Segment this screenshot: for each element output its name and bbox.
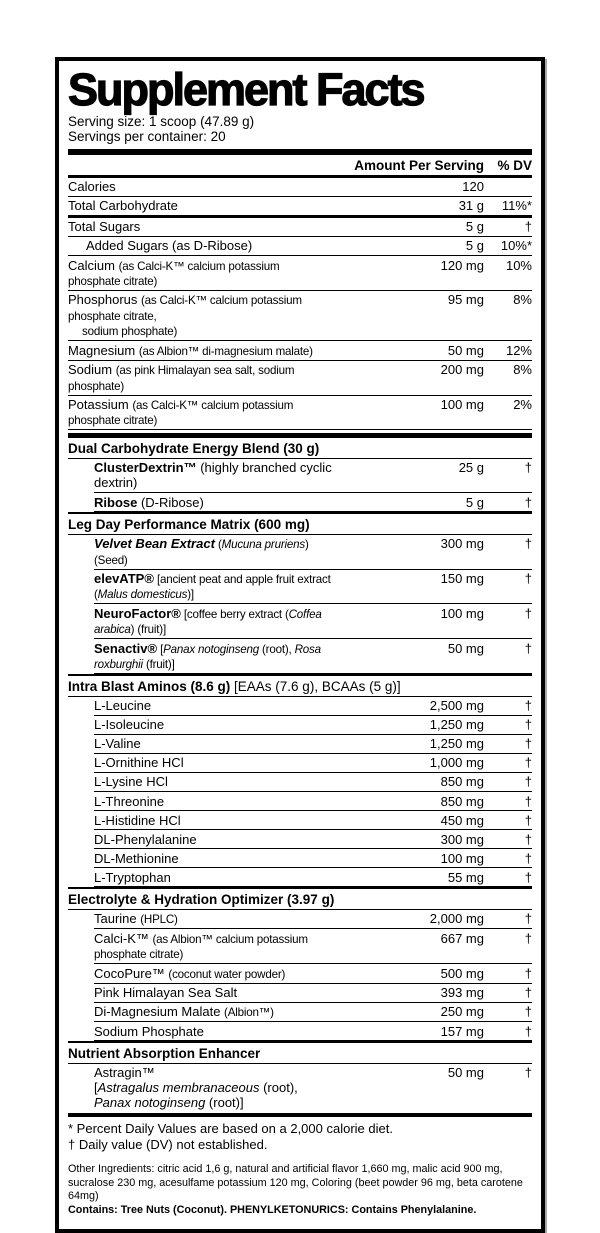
ingredient-name <box>94 832 334 847</box>
dv-value: † <box>524 717 532 733</box>
ingredient-name-part: Senactiv® <box>94 640 158 656</box>
ingredient-name <box>68 258 334 289</box>
dv-value: † <box>524 698 532 714</box>
table-row <box>94 639 532 674</box>
ingredient-name-part: Nutrient Absorption Enhancer <box>68 1045 261 1061</box>
ingredient-name <box>94 736 334 751</box>
dv-value: † <box>524 965 532 981</box>
amount-value: 50 mg <box>447 640 484 656</box>
ingredient-name-part: (as Calci-K™ calcium potassium phosphate citrate, <box>68 294 302 323</box>
table-row <box>94 1064 532 1112</box>
amount-value: 50 mg <box>447 1065 484 1081</box>
ingredient-name-part: [ancient peat and apple fruit extract ( <box>94 573 331 602</box>
ingredient-name <box>94 536 334 567</box>
ingredient-name-part: sodium phosphate) <box>82 325 178 339</box>
ingredient-name <box>94 985 334 1000</box>
amount-value: 100 mg <box>440 397 484 412</box>
amount-value: 850 mg <box>440 793 484 809</box>
ingredient-name-part: [coffee berry extract ( <box>180 607 289 621</box>
table-row <box>68 237 532 256</box>
amount-value: 5 g <box>465 238 484 254</box>
ingredient-name-part: Sodium Phosphate <box>94 1023 204 1039</box>
ingredient-section <box>68 1041 532 1112</box>
dv-value: † <box>524 219 532 235</box>
dv-value: 2% <box>513 397 532 412</box>
table-row <box>94 849 532 868</box>
ingredient-name-part: DL-Methionine <box>94 850 179 866</box>
dv-value: † <box>524 985 532 1001</box>
dv-value: † <box>524 571 532 587</box>
table-row <box>94 535 532 570</box>
ingredient-name-part: Total Carbohydrate <box>68 198 178 214</box>
ingredient-name <box>68 179 334 194</box>
ingredient-name <box>94 717 334 732</box>
table-row <box>94 868 532 887</box>
ingredient-name <box>94 966 334 981</box>
table-row <box>68 396 532 431</box>
amount-value: 150 mg <box>440 571 484 587</box>
dv-value: † <box>524 536 532 552</box>
ingredient-name <box>68 219 334 234</box>
amount-value: 300 mg <box>440 831 484 847</box>
page-title: Supplement Facts <box>68 64 424 115</box>
ingredient-name <box>94 931 334 962</box>
dv-value: † <box>524 831 532 847</box>
table-row <box>94 792 532 811</box>
dv-value: † <box>524 774 532 790</box>
ingredient-name-part: Coffea arabica <box>94 607 322 637</box>
footnotes <box>68 1117 532 1154</box>
ingredient-name-part: L-Threonine <box>94 793 165 809</box>
table-row <box>94 773 532 792</box>
amount-value: 2,500 mg <box>429 698 484 714</box>
amount-value: 50 mg <box>447 342 484 358</box>
amount-value: 25 g <box>458 460 484 476</box>
ingredient-name-part: Calci-K™ <box>94 930 153 946</box>
ingredient-name-part: [ <box>157 642 164 656</box>
ingredient-name <box>94 460 334 490</box>
amount-value: 95 mg <box>447 292 484 308</box>
table-row <box>94 811 532 830</box>
ingredient-name <box>94 571 334 602</box>
dv-value: † <box>524 930 532 946</box>
ingredient-name-part: (D-Ribose) <box>137 494 204 510</box>
ingredient-name-part: (HPLC) <box>140 913 178 927</box>
ingredient-name <box>94 851 334 866</box>
amount-per-serving-header: Amount Per Serving <box>354 157 484 173</box>
table-row <box>68 291 532 341</box>
dv-value: 12% <box>505 342 532 358</box>
table-row <box>94 604 532 639</box>
amount-value: 100 mg <box>440 605 484 621</box>
ingredient-name-part: CocoPure™ <box>94 965 169 981</box>
ingredient-name-part: )] <box>187 588 194 602</box>
table-row <box>94 493 532 512</box>
ingredient-name-part: Sodium <box>68 362 116 378</box>
ingredient-name <box>94 495 334 510</box>
section-header <box>68 514 532 535</box>
amount-value: 5 g <box>465 494 484 510</box>
amount-value: 850 mg <box>440 774 484 790</box>
ingredient-name-part: elevATP® <box>94 571 154 587</box>
ingredient-name <box>94 755 334 770</box>
amount-value: 250 mg <box>440 1004 484 1020</box>
table-row <box>68 197 532 218</box>
dv-value: † <box>524 1004 532 1020</box>
ingredient-name-part: (root), <box>258 642 295 656</box>
ingredient-name <box>94 813 334 828</box>
ingredient-name-part: (as Albion™ di-magnesium malate) <box>138 344 313 358</box>
ingredient-name <box>94 1065 334 1110</box>
ingredient-name-part: Calories <box>68 179 116 195</box>
ingredient-name-part: L-Lysine HCl <box>94 774 168 790</box>
dv-value: 10% <box>505 257 532 273</box>
table-row <box>94 716 532 735</box>
ingredient-name <box>94 911 334 926</box>
dv-value: † <box>524 869 532 885</box>
amount-value: 1,000 mg <box>429 755 484 771</box>
table-row <box>68 178 532 197</box>
ingredient-name-part: Dual Carbohydrate Energy Blend (30 g) <box>68 440 320 456</box>
amount-value: 200 mg <box>440 362 484 378</box>
footnote-percent-dv: * Percent Daily Values are based on a 2,000 calorie diet. <box>68 1121 393 1137</box>
table-row <box>94 910 532 929</box>
table-row <box>68 361 532 396</box>
section-header <box>68 438 532 459</box>
allergen-contains-text: Contains: Tree Nuts (Coconut). PHENYLKETONURICS: Contains Phenylalanine. <box>68 1203 477 1216</box>
ingredient-name-part: Malus domesticus <box>97 588 188 602</box>
ingredient-name-part: Magnesium <box>68 342 139 358</box>
ingredient-section <box>68 433 532 512</box>
ingredient-name-part: Astragalus membranaceous <box>97 1080 260 1096</box>
amount-value: 393 mg <box>440 985 484 1001</box>
ingredient-name-part: Added Sugars (as D-Ribose) <box>86 238 253 254</box>
ingredient-name-part: Ribose <box>94 494 138 510</box>
dv-value: † <box>524 1023 532 1039</box>
ingredient-section <box>68 674 532 887</box>
ingredient-name <box>94 794 334 809</box>
ingredient-name-part: L-Valine <box>94 736 141 752</box>
ingredient-name-part: (as pink Himalayan sea salt, sodium phosphate) <box>68 364 295 393</box>
servings-per-container-text: Servings per container: 20 <box>68 128 226 144</box>
amount-value: 100 mg <box>440 850 484 866</box>
dv-value: 8% <box>513 292 532 308</box>
ingredient-name-part: Electrolyte & Hydration Optimizer (3.97 g) <box>68 891 335 907</box>
dv-value: † <box>524 1065 532 1081</box>
dv-value: † <box>524 911 532 927</box>
table-header-row <box>68 155 532 178</box>
amount-value: 667 mg <box>440 930 484 946</box>
ingredient-name-line2 <box>94 1080 334 1110</box>
ingredient-name-part: Intra Blast Aminos (8.6 g) <box>68 678 231 694</box>
percent-dv-header: % DV <box>497 157 532 173</box>
ingredient-name-part: L-Leucine <box>94 698 152 714</box>
ingredient-name-part: Astragin™ <box>94 1065 155 1081</box>
ingredient-name-part: (Albion™) <box>224 1006 274 1020</box>
table-row <box>68 218 532 237</box>
ingredient-name <box>94 774 334 789</box>
ingredient-name-part: Velvet Bean Extract <box>94 536 215 552</box>
ingredient-section <box>68 512 532 674</box>
ingredient-name-part: Taurine <box>94 911 141 927</box>
ingredient-name-part: L-Tryptophan <box>94 869 171 885</box>
dv-value: 8% <box>513 362 532 378</box>
dv-value: † <box>524 605 532 621</box>
ingredient-name <box>68 397 334 428</box>
dv-value: † <box>524 736 532 752</box>
ingredient-name <box>94 1004 334 1019</box>
ingredient-name <box>94 698 334 713</box>
table-row <box>94 735 532 754</box>
ingredient-name-part: Potassium <box>68 397 133 412</box>
ingredient-name <box>94 1024 334 1039</box>
amount-value: 2,000 mg <box>429 911 484 927</box>
amount-value: 31 g <box>458 198 484 214</box>
amount-value: 500 mg <box>440 965 484 981</box>
dv-value: † <box>524 812 532 828</box>
ingredient-name-part: Total Sugars <box>68 219 141 235</box>
ingredient-name-line2 <box>68 323 334 338</box>
table-row <box>94 459 532 493</box>
table-row <box>94 570 532 605</box>
table-row <box>94 984 532 1003</box>
ingredient-name <box>94 606 334 637</box>
ingredient-name-part: L-Ornithine HCl <box>94 755 184 771</box>
ingredient-name-part: [ <box>94 1080 98 1096</box>
ingredient-name-part: Pink Himalayan Sea Salt <box>94 985 238 1001</box>
ingredient-name <box>68 238 334 253</box>
ingredient-name-part: (coconut water powder) <box>168 967 286 981</box>
amount-value: 157 mg <box>440 1023 484 1039</box>
ingredient-name-part: (highly branched cyclic dextrin) <box>94 460 332 491</box>
ingredient-name <box>94 870 334 885</box>
dv-value: † <box>524 640 532 656</box>
table-row <box>94 754 532 773</box>
ingredient-name-part: L-Histidine HCl <box>94 812 181 828</box>
amount-value: 5 g <box>465 219 484 235</box>
ingredient-name-part: Leg Day Performance Matrix (600 mg) <box>68 516 310 532</box>
amount-value: 55 mg <box>447 869 484 885</box>
ingredient-section <box>68 887 532 1041</box>
dv-value: † <box>524 460 532 476</box>
ingredient-name <box>68 343 334 358</box>
amount-value: 1,250 mg <box>429 717 484 733</box>
table-row <box>94 964 532 983</box>
section-header <box>68 1043 532 1064</box>
table-row <box>68 341 532 360</box>
table-row <box>94 929 532 964</box>
section-header <box>68 889 532 910</box>
ingredient-name-part: NeuroFactor® <box>94 605 181 621</box>
dv-value: 10%* <box>500 238 532 254</box>
table-row <box>94 1022 532 1041</box>
table-row <box>94 1003 532 1022</box>
dv-value: † <box>524 793 532 809</box>
ingredient-name-part: (as Calci-K™ calcium potassium phosphate citrate) <box>68 399 294 428</box>
ingredient-name-part: Mucuna pruriens <box>221 538 305 552</box>
ingredient-name-part: ( <box>214 538 222 552</box>
dv-value: † <box>524 755 532 771</box>
ingredient-name-part: Di-Magnesium Malate <box>94 1004 225 1020</box>
table-row <box>94 830 532 849</box>
ingredient-name-part: Panax notoginseng <box>94 1095 206 1111</box>
ingredient-name-part: )(Seed) <box>94 538 309 567</box>
ingredient-name <box>94 641 334 672</box>
other-ingredients-text: Other Ingredients: citric acid 1,6 g, natural and artificial flavor 1,660 mg, malic acid 900 mg, sucralose 230 mg, acesulfame potassium 120 mg, Coloring (beet powder 96 mg, beta carotene 64mg) <box>68 1163 523 1203</box>
ingredient-name-part: DL-Phenylalanine <box>94 831 197 847</box>
ingredient-name-part: (root), <box>259 1080 298 1096</box>
ingredient-name-part: (as Albion™ calcium potassium phosphate citrate) <box>94 932 308 962</box>
ingredient-name <box>68 292 334 338</box>
facts-table-body <box>68 178 532 1112</box>
ingredient-name-part: L-Isoleucine <box>94 717 165 733</box>
table-row <box>94 697 532 716</box>
ingredient-name-part: Panax notoginseng <box>163 642 259 656</box>
amount-value: 300 mg <box>440 536 484 552</box>
ingredient-name-part: [EAAs (7.6 g), BCAAs (5 g)] <box>230 678 401 694</box>
section-header <box>68 676 532 697</box>
ingredient-name-part: Phosphorus <box>68 292 141 308</box>
dv-value: † <box>524 850 532 866</box>
ingredient-name-part: ) (fruit)] <box>130 623 166 637</box>
ingredient-name-part: (root)] <box>205 1095 244 1111</box>
amount-value: 120 mg <box>440 257 484 273</box>
ingredient-name <box>68 198 334 213</box>
supplement-facts-label <box>55 57 545 1233</box>
dv-value: 11%* <box>501 198 532 214</box>
ingredient-name-part: Calcium <box>68 257 119 273</box>
footnote-dagger: † Daily value (DV) not established. <box>68 1136 268 1152</box>
table-row <box>68 256 532 291</box>
ingredient-name-part: Rosa roxburghii <box>94 642 321 672</box>
amount-value: 120 <box>462 179 484 195</box>
ingredient-name <box>68 362 334 393</box>
ingredient-name-part: (as Calci-K™ calcium potassium phosphate citrate) <box>68 259 280 288</box>
ingredient-name-part: ClusterDextrin™ <box>94 460 197 476</box>
ingredient-name-part: (fruit)] <box>142 658 175 672</box>
serving-size-text: Serving size: 1 scoop (47.89 g) <box>68 114 255 129</box>
dv-value: † <box>524 494 532 510</box>
amount-value: 450 mg <box>440 812 484 828</box>
amount-value: 1,250 mg <box>429 736 484 752</box>
